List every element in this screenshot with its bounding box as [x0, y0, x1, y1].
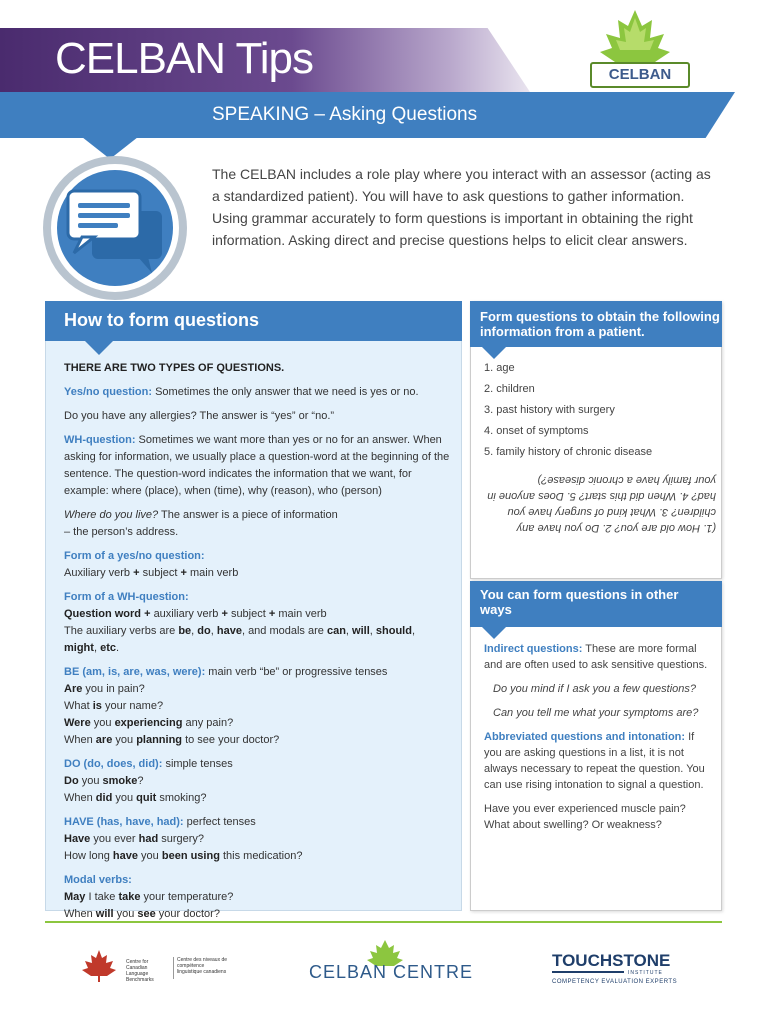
panel-notch: [85, 341, 113, 355]
upside-down-answers: (1. How old are you? 2. Do you have any children? 3. What kind of surgery have you had? 4. When did this start? 5. Does anyone in your family have a chronic disease?): [487, 474, 716, 534]
ccl-logo-en: Centre for Canadian Language Benchmarks: [126, 959, 154, 983]
do-section: DO (do, does, did): simple tenses Do you smoke? When did you quit smoking?: [64, 758, 233, 804]
indirect-example: Do you mind if I ask you a few questions?: [493, 683, 696, 695]
page-subtitle: SPEAKING – Asking Questions: [212, 104, 478, 125]
how-to-form-title: How to form questions: [64, 310, 259, 330]
maple-leaf-icon: [80, 949, 118, 983]
intro-paragraph: The CELBAN includes a role play where you interact with an assessor (acting as a standardized patient). You will have to ask questions to gather information. Using grammar accurately to form questions is important in obtaining the right information. Asking direct and precise questions helps to elicit clear answers.: [212, 166, 711, 248]
exercise-list: [484, 361, 714, 466]
form-yesno: Form of a yes/no question: Auxiliary verb + subject + main verb: [64, 550, 239, 579]
list-item: 1. age: [484, 362, 515, 374]
list-item: 2. children: [484, 383, 535, 395]
list-item: 4. onset of symptoms: [484, 425, 589, 437]
touchstone-tagline: COMPETENCY EVALUATION EXPERTS: [552, 979, 678, 985]
abbrev-definition: Abbreviated questions and intonation: If you are asking questions in a list, it is not always necessary to repeat the question. You can use rising intonation to signal a question.: [484, 731, 705, 791]
ccl-logo-fr: Centre des niveaux de compétence linguistique canadiens: [177, 957, 228, 975]
how-to-form-body: [64, 360, 456, 930]
speech-bubbles-icon: [40, 153, 190, 303]
touchstone-logo: TOUCHSTONE: [552, 951, 671, 970]
abbrev-example: Have you ever experienced muscle pain? What about swelling? Or weakness?: [484, 803, 686, 831]
other-ways-body: [484, 641, 710, 841]
be-section: BE (am, is, are, was, were): main verb “be” or progressive tenses Are you in pain? What is your name? Were you experiencing any pain? When are you planning to see your doctor?: [64, 666, 388, 746]
ccl-logo: [80, 945, 230, 989]
list-item: 3. past history with surgery: [484, 404, 615, 416]
wh-example: Where do you live? The answer is a piece of information – the person’s address.: [64, 509, 338, 538]
celban-centre-logo: CELBAN CENTRE: [309, 962, 474, 982]
wh-definition: WH-question: Sometimes we want more than yes or no for an answer. When asking for information, we usually place a question-word at the beginning of the sentence. The question-word indicates the information that we want, for example: where (place), when (time), why (reason), who (person): [64, 434, 450, 497]
touchstone-underline: [552, 971, 624, 973]
yesno-definition: Yes/no question: Sometimes the only answer that we need is yes or no.: [64, 386, 419, 398]
panel-notch: [482, 627, 506, 639]
logo-divider: [173, 957, 174, 979]
other-ways-title: You can form questions in other ways: [480, 587, 679, 617]
have-section: HAVE (has, have, had): perfect tenses Have you ever had surgery? How long have you been using this medication?: [64, 816, 303, 862]
page-title: CELBAN Tips: [55, 34, 313, 83]
indirect-definition: Indirect questions: These are more formal and are often used to ask sensitive questions.: [484, 643, 708, 671]
touchstone-institute: INSTITUTE: [628, 970, 663, 976]
list-item: 5. family history of chronic disease: [484, 446, 653, 458]
panel-notch: [482, 347, 506, 359]
exercise-title: Form questions to obtain the following information from a patient.: [480, 309, 720, 339]
form-wh: Form of a WH-question: Question word + auxiliary verb + subject + main verb The auxiliary verbs are be, do, have, and modals are can, will, should, might, etc.: [64, 591, 416, 654]
celban-logo: CELBAN: [590, 62, 690, 88]
footer-divider: [45, 921, 722, 923]
types-heading: THERE ARE TWO TYPES OF QUESTIONS.: [64, 362, 285, 374]
modal-section: Modal verbs: May I take take your temperature? When will you see your doctor?: [64, 874, 234, 920]
yesno-example: Do you have any allergies? The answer is “yes” or “no.”: [64, 410, 335, 422]
indirect-example: Can you tell me what your symptoms are?: [493, 707, 699, 719]
